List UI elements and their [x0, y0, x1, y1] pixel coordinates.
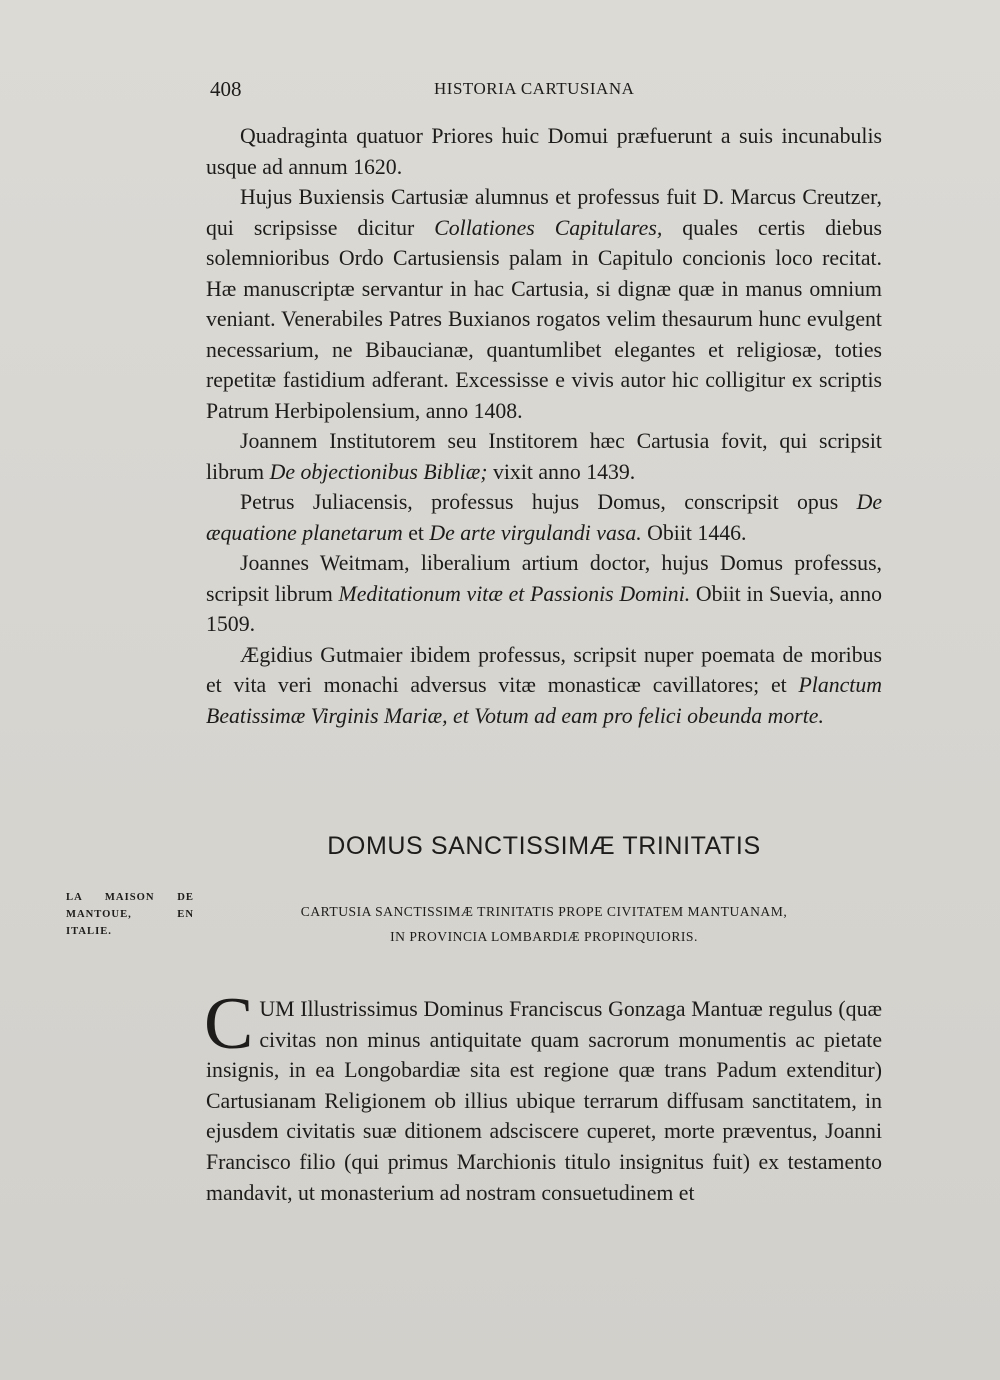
- text-run: Quadraginta quatuor Priores huic Domui præfuerunt a suis incunabulis usque ad annum 1620.: [206, 124, 882, 179]
- running-head: HISTORIA CARTUSIANA: [434, 79, 635, 98]
- drop-cap: C: [204, 983, 254, 1065]
- paragraph-4: [206, 487, 882, 548]
- opening-text: UM Illustrissimus Dominus Franciscus Gonzaga Mantuæ regulus (quæ civitas non minus antiquitate quam sacrorum monumentis ac pietate insignis, in ea Longobardiæ sita est regione quæ trans Padum extenditur) Cartusianam Religionem ob illius ubique terrarum diffusam sanctitatem, in ejusdem civitatis suæ ditionem adsciscere cuperet, morte præventus, Joanni Francisco filio (qui primus Marchionis titulo insignitus fuit) ex testamento mandavit, ut monasterium ad nostram consuetudinem et: [206, 997, 882, 1205]
- italic-title: Meditationum vitæ et Passionis Domini.: [338, 581, 691, 606]
- italic-title: Planctum Beatissimæ Virginis Mariæ, et Votum ad eam pro felici obeunda morte.: [206, 673, 882, 728]
- paragraph-1: [206, 121, 882, 182]
- page-number: 408: [210, 77, 242, 101]
- italic-title: De æquatione planetarum: [206, 490, 882, 545]
- text-run: Ægidius Gutmaier ibidem professus, scripsit nuper poemata de moribus et vita veri monachi adversus vitæ monasticæ cavillatores; et: [206, 642, 882, 697]
- main-text-block: [206, 121, 882, 731]
- text-run: Petrus Juliacensis, professus hujus Domus, conscripsit opus: [240, 490, 857, 514]
- subtitle-line-2: IN PROVINCIA LOMBARDIÆ PROPINQUIORIS.: [390, 929, 698, 944]
- text-run: quales certis diebus solemnioribus Ordo Cartusiensis palam in Capitulo concionis loco recitat. Hæ manuscriptæ servantur in hac Cartusia, si dignæ quæ in manus omnium veniant. Venerabiles Patres Buxianos rogatos velim thesaurum hunc evulgent necessarium, ne Bibaucianæ, quantumlibet elegantes et religiosæ, toties repetitæ fastidium adferant. Excessisse e vivis autor hic colligitur ex scriptis Patrum Herbipolensium, anno 1408.: [206, 215, 882, 423]
- italic-title: Collationes Capitulares,: [434, 215, 663, 240]
- text-run: et: [402, 520, 430, 545]
- section-title: DOMUS SANCTISSIMÆ TRINITATIS: [327, 832, 761, 860]
- text-run: Hujus Buxiensis Cartusiæ alumnus et professus fuit D. Marcus Creutzer, qui scripsisse dicitur: [206, 185, 882, 240]
- paragraph-6: [206, 640, 882, 732]
- page-header: [210, 77, 880, 103]
- text-run: Joannem Institutorem seu Institorem hæc Cartusia fovit, qui scripsit librum: [206, 429, 882, 484]
- text-run: Obiit in Suevia, anno 1509.: [206, 581, 883, 636]
- section-subtitle: [206, 899, 882, 949]
- italic-title: De objectionibus Bibliæ;: [269, 459, 488, 484]
- subtitle-line-1: CARTUSIA SANCTISSIMÆ TRINITATIS PROPE CIVITATEM MANTUANAM,: [300, 904, 788, 919]
- paragraph-5: [206, 548, 882, 640]
- margin-note: LA MAISON DE MANTOUE, EN ITALIE.: [66, 892, 194, 937]
- italic-title: De arte virgulandi vasa.: [429, 520, 642, 545]
- paragraph-3: [206, 426, 882, 487]
- text-run: vixit anno 1439.: [487, 459, 636, 484]
- text-run: Joannes Weitmam, liberalium artium doctor, hujus Domus professus, scripsit librum: [206, 551, 882, 606]
- text-run: Obiit 1446.: [641, 520, 747, 545]
- opening-paragraph: [204, 983, 882, 1208]
- paragraph-2: [206, 182, 882, 426]
